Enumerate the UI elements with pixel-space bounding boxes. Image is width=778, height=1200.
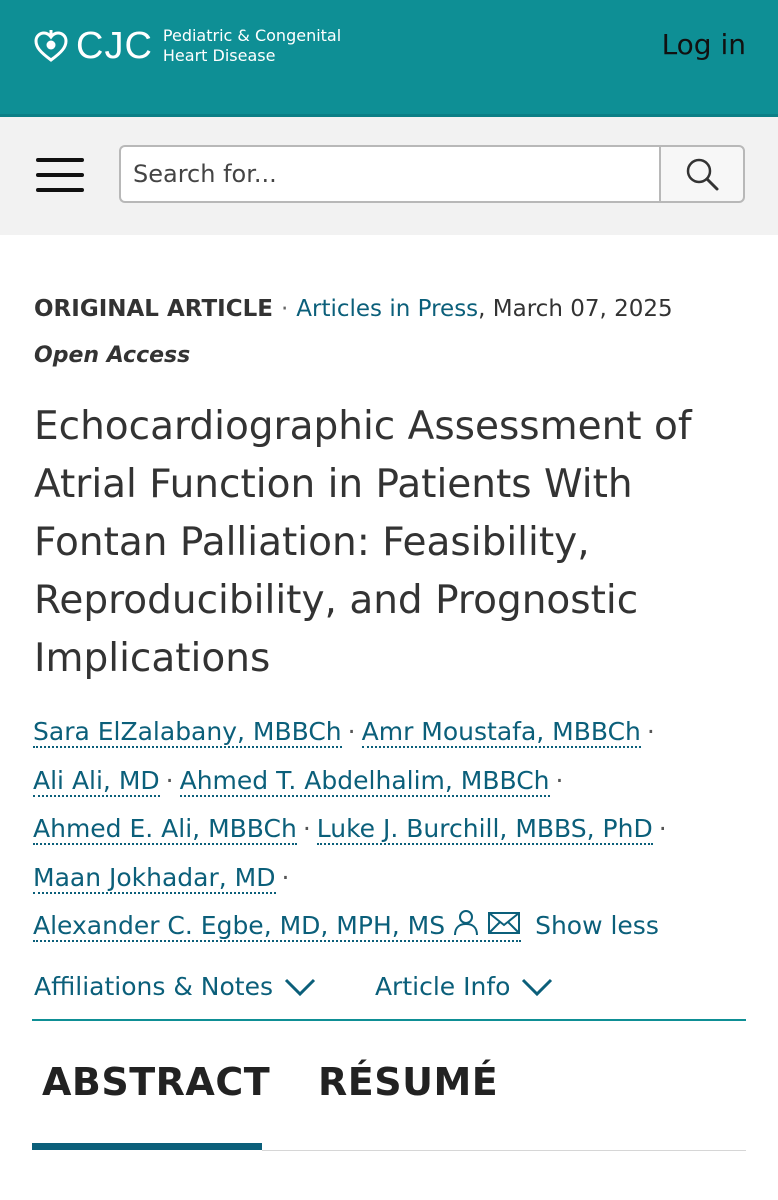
chevron-down-icon	[520, 977, 554, 997]
journal-name	[163, 26, 341, 66]
article-type: ORIGINAL ARTICLE	[34, 296, 273, 322]
publication-date: , March 07, 2025	[478, 296, 673, 322]
article-title: Echocardiographic Assessment of Atrial Function in Patients With Fontan Palliation: Feasibility, Reproducibility, and Prognostic Implications	[34, 404, 692, 681]
author-name: Alexander C. Egbe, MD, MPH, MS	[33, 911, 446, 940]
author-link[interactable]: Luke J. Burchill, MBBS, PhD	[316, 814, 653, 843]
logo-cjc-text: CJC	[76, 25, 153, 67]
article-info-toggle[interactable]	[375, 972, 554, 1001]
journal-logo[interactable]	[32, 26, 341, 66]
author-separator: ·	[165, 765, 174, 795]
author-separator: ·	[281, 862, 290, 892]
journal-name-line1: Pediatric & Congenital	[162, 26, 342, 45]
section-divider	[32, 1019, 746, 1021]
meta-separator: ·	[280, 296, 289, 322]
show-less-toggle[interactable]: Show less	[535, 911, 659, 940]
chevron-down-icon	[283, 977, 317, 997]
corresponding-author-link[interactable]	[33, 911, 521, 942]
affiliations-notes-label: Affiliations & Notes	[34, 972, 273, 1001]
author-separator: ·	[658, 814, 667, 843]
person-icon	[451, 908, 481, 936]
author-link[interactable]: Maan Jokhadar, MD	[33, 862, 276, 892]
open-access-label: Open Access	[34, 343, 191, 368]
author-separator: ·	[347, 717, 356, 746]
author-separator: ·	[302, 814, 311, 843]
article-meta	[34, 294, 673, 324]
author-list	[33, 708, 753, 951]
author-link[interactable]: Sara ElZalabany, MBBCh	[33, 717, 342, 746]
author-link[interactable]: Ahmed E. Ali, MBBCh	[33, 814, 297, 843]
email-icon	[487, 910, 521, 936]
login-link[interactable]: Log in	[661, 28, 746, 61]
hamburger-menu-icon[interactable]	[36, 158, 84, 192]
author-link[interactable]: Ali Ali, MD	[33, 765, 160, 795]
tabs-divider	[262, 1150, 746, 1151]
search-button[interactable]	[659, 145, 745, 203]
tab-resume[interactable]: RÉSUMÉ	[318, 1060, 499, 1104]
top-header-bar	[0, 0, 778, 117]
author-separator: ·	[646, 717, 655, 746]
active-tab-indicator	[32, 1143, 262, 1150]
affiliations-notes-toggle[interactable]	[34, 972, 317, 1001]
journal-name-line2: Heart Disease	[162, 46, 276, 65]
author-separator: ·	[555, 765, 564, 795]
articles-in-press-link[interactable]: Articles in Press	[296, 296, 479, 322]
author-link[interactable]: Amr Moustafa, MBBCh	[361, 717, 641, 746]
search-input[interactable]	[119, 145, 659, 203]
heart-logo-icon	[32, 27, 70, 65]
article-info-label: Article Info	[374, 972, 511, 1001]
article-expanders	[34, 972, 554, 1001]
search-icon	[684, 156, 720, 192]
author-link[interactable]: Ahmed T. Abdelhalim, MBBCh	[179, 765, 550, 795]
tab-abstract[interactable]: ABSTRACT	[42, 1060, 271, 1104]
